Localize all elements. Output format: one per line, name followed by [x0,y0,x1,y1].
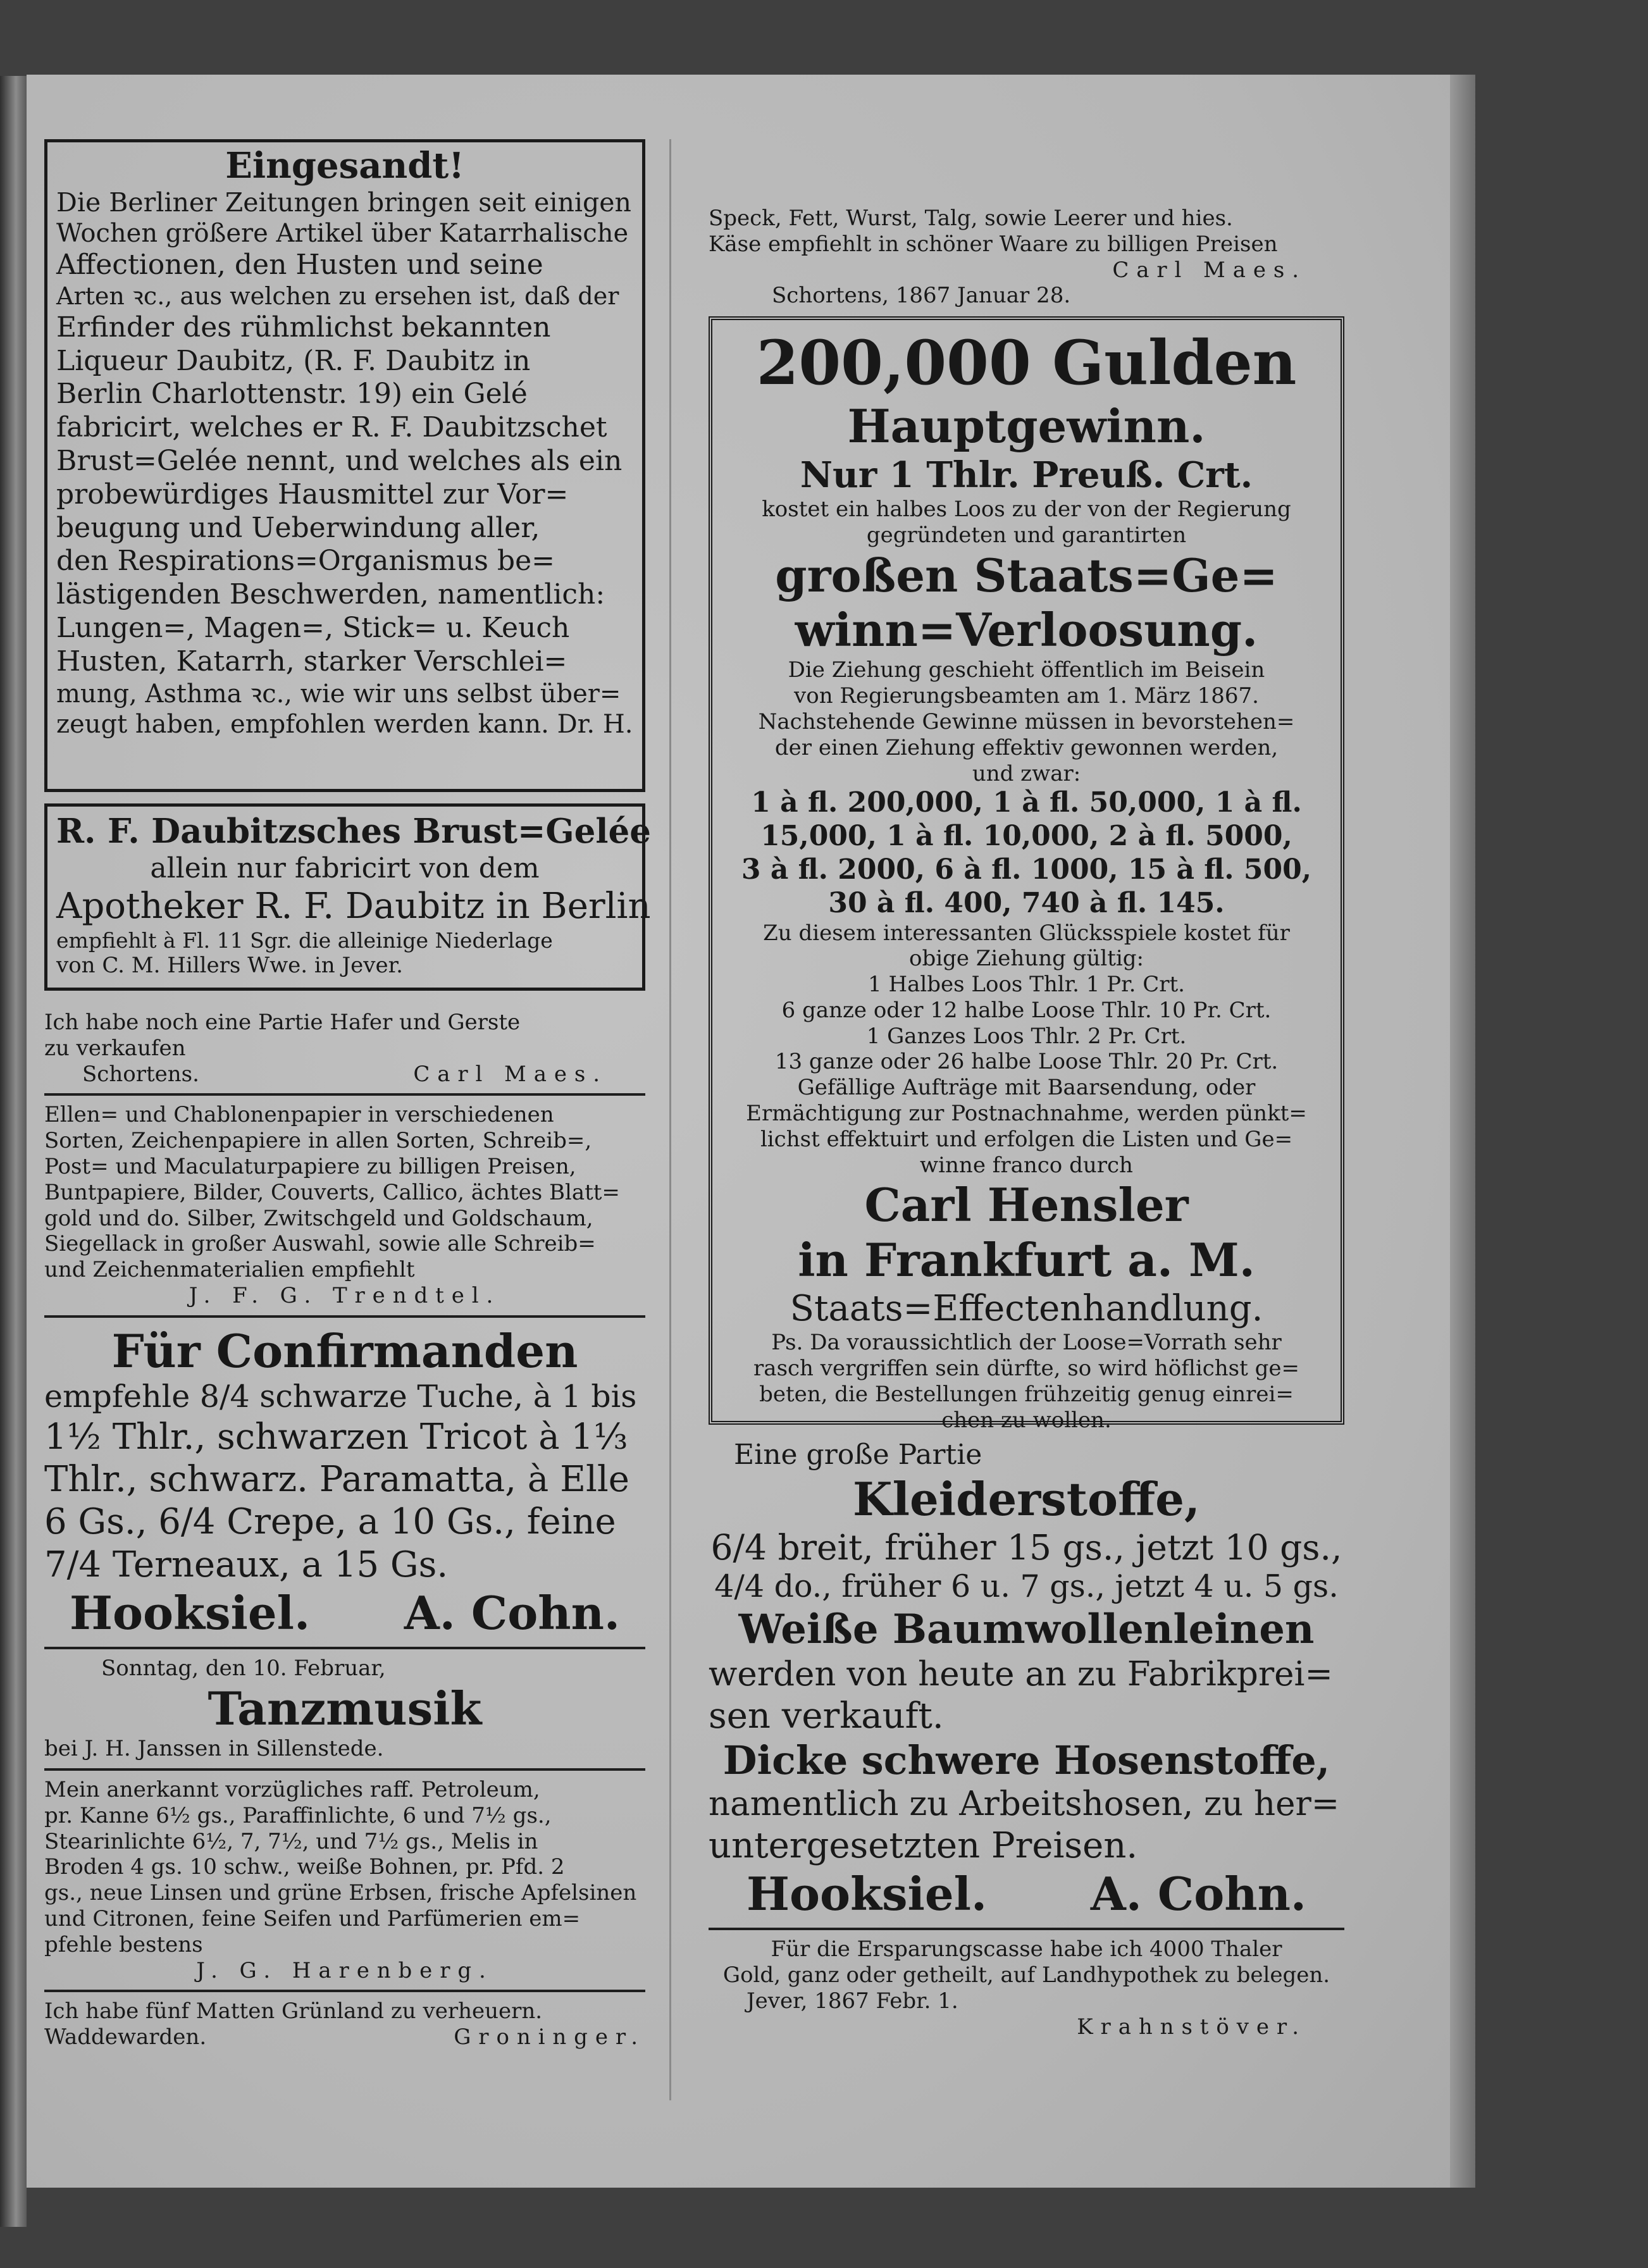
ad-line: von C. M. Hillers Wwe. in Jever. [56,953,403,979]
ad-date: Schortens, 1867 Januar 28. [772,283,1071,309]
ad-headline: winn=Verloosung. [795,602,1258,657]
ad-line: gold und do. Silber, Zwitschgeld und Goldschaum, [44,1205,593,1231]
ad-line: gs., neue Linsen und grüne Erbsen, frische Apfelsinen [44,1880,637,1906]
prize-line: 15,000, 1 à fl. 10,000, 2 à fl. 5000, [760,820,1292,853]
ad-line: Für die Ersparungscasse habe ich 4000 Thaler [771,1936,1282,1962]
ad-line: beten, die Bestellungen frühzeitig genug einrei= [759,1382,1294,1408]
ad-title: Tanzmusik [208,1681,482,1735]
separator [44,1990,645,1992]
ad-title: Eingesandt! [225,145,464,187]
ad-line: Ich habe noch eine Partie Hafer und Gerste [44,1010,521,1035]
ad-line: Siegellack in großer Auswahl, sowie alle Schreib= [44,1231,596,1257]
ad-line: 1 Ganzes Loos Thlr. 2 Pr. Crt. [866,1023,1187,1049]
ad-body [724,657,1329,786]
ad-headline: Apotheker R. F. Daubitz in Berlin [56,886,651,927]
firm-type: Staats=Effectenhandlung. [790,1288,1263,1330]
ad-body [44,1777,645,1958]
ad-speck [709,206,1344,309]
ad-line: Arten ꝛc., aus welchen zu ersehen ist, daß der [56,282,619,311]
ad-line: Nachstehende Gewinne müssen in bevorstehen= [758,709,1295,734]
page-edge [1450,75,1475,2188]
firm-name: Carl Hensler [864,1178,1189,1232]
ad-signature: Krahnstöver. [1077,2014,1306,2040]
ad-line: beugung und Ueberwindung aller, [56,511,540,544]
ad-place: Waddewarden. [44,2024,207,2050]
ad-body [56,187,633,739]
ad-signature: Carl Maes. [413,1061,607,1087]
ad-body [709,1784,1344,1867]
ad-line: lästigenden Beschwerden, namentlich: [56,578,605,611]
ad-line: Zu diesem interessanten Glücksspiele kostet für [763,920,1290,946]
ad-body [44,1379,645,1586]
ad-line: Stearinlichte 6½, 7, 7½, und 7½ gs., Melis in [44,1828,538,1854]
ad-signature: A. Cohn. [1090,1866,1306,1921]
ad-line: Gefällige Aufträge mit Baarsendung, oder [797,1075,1256,1101]
ad-line: von Regierungsbeamten am 1. März 1867. [794,683,1259,709]
ad-tanzmusik [44,1656,645,1762]
ad-subtitle: allein nur fabricirt von dem [150,852,540,884]
ad-line: Berlin Charlottenstr. 19) ein Gelé [56,378,528,411]
ad-line: Broden 4 gs. 10 schw., weiße Bohnen, pr. Pfd. 2 [44,1854,565,1880]
ad-line: Die Berliner Zeitungen bringen seit einigen [56,187,631,218]
ad-body [44,1102,645,1283]
ad-line: Wochen größere Artikel über Katarrhalische [56,219,629,249]
ad-daubitz [44,803,651,991]
ad-line: Käse empfiehlt in schöner Waare zu billigen Preisen [709,231,1278,257]
ad-line: pfehle bestens [44,1931,203,1957]
ad-title: Für Confirmanden [111,1323,578,1378]
ad-line: rasch vergriffen sein dürfte, so wird höflichst ge= [753,1356,1299,1382]
ad-line: der einen Ziehung effektiv gewonnen werden, [774,734,1279,760]
ad-line: und zwar: [972,760,1081,786]
ad-line: empfehle 8/4 schwarze Tuche, à 1 bis [44,1379,637,1415]
separator [44,1315,645,1318]
ad-line: chen zu wollen. [941,1407,1112,1433]
ad-papier [44,1102,645,1308]
ad-line: gegründeten und garantirten [866,522,1187,548]
separator [44,1768,645,1771]
ad-line: 7/4 Terneaux, a 15 Gs. [44,1544,449,1585]
ad-line: Sorten, Zeichenpapiere in allen Sorten, Schreib=, [44,1128,592,1154]
ad-subtitle: Hauptgewinn. [847,399,1206,454]
ad-line: namentlich zu Arbeitshosen, zu her= [709,1785,1340,1824]
ad-signature: Carl Maes. [1112,257,1306,283]
ad-line: Gold, ganz oder getheilt, auf Landhypothek zu belegen. [722,1962,1330,1988]
separator [44,1093,645,1096]
ad-line: Ermächtigung zur Postnachnahme, werden pünkt= [746,1101,1307,1127]
ad-line: Affectionen, den Husten und seine [56,249,543,282]
ad-line: fabricirt, welches er R. F. Daubitzschet [56,411,607,444]
ad-body [709,1654,1344,1737]
ad-line: zeugt haben, empfohlen werden kann. Dr. H. [56,709,633,739]
ad-place: Hooksiel. [70,1585,311,1640]
ad-line: lichst effektuirt und erfolgen die Listen und Ge= [760,1126,1293,1152]
ad-title: Kleiderstoffe, [853,1472,1200,1526]
separator [44,1647,645,1649]
ad-line: probewürdiges Hausmittel zur Vor= [56,478,569,511]
ad-line: 1½ Thlr., schwarzen Tricot à 1⅓ [44,1416,628,1458]
ad-title: Dicke schwere Hosenstoffe, [722,1737,1330,1783]
ad-line: Die Ziehung geschieht öffentlich im Beisein [788,657,1265,683]
ad-line: Brust=Gelée nennt, und welches als ein [56,444,623,477]
ad-line: kostet ein halbes Loos zu der von der Regierung [762,496,1291,522]
ad-lotterie [709,316,1344,1433]
ad-info [724,920,1329,1179]
ad-title: 200,000 Gulden [756,327,1297,399]
ad-line: Post= und Maculaturpapiere zu billigen Preisen, [44,1153,576,1179]
left-column [44,139,651,2050]
ad-line: den Respirations=Organismus be= [56,545,555,578]
ad-signature: Groninger. [454,2024,645,2050]
ad-sparkasse [709,1936,1344,2040]
ad-confirmanden [44,1324,645,1640]
separator [709,1928,1344,1930]
ad-title: R. F. Daubitzsches Brust=Gelée [56,812,651,851]
ad-petroleum [44,1777,645,1983]
ad-line: winne franco durch [920,1152,1133,1178]
ad-body [709,1527,1344,1606]
ad-signature: A. Cohn. [404,1585,620,1640]
ad-line: mung, Asthma ꝛc., wie wir uns selbst über= [56,679,621,709]
ad-line: sen verkauft. [709,1695,944,1737]
firm-city: in Frankfurt a. M. [798,1232,1255,1287]
ad-price: Nur 1 Thlr. Preuß. Crt. [800,454,1253,496]
ad-place: Schortens. [82,1061,199,1087]
ad-eingesandt [44,139,645,792]
ad-line: pr. Kanne 6½ gs., Paraffinlichte, 6 und 7½ gs., [44,1802,552,1828]
ad-line: Ellen= und Chablonenpapier in verschiedenen [44,1102,554,1128]
ad-line: 6/4 breit, früher 15 gs., jetzt 10 gs., [710,1527,1342,1568]
ad-signature: J. F. G. Trendtel. [189,1282,501,1308]
right-column [709,206,1344,2040]
ad-line: empfiehlt à Fl. 11 Sgr. die alleinige Niederlage [56,927,553,953]
prize-line: 1 à fl. 200,000, 1 à fl. 50,000, 1 à fl. [751,786,1302,819]
book-spine-left [0,76,27,2227]
ad-line: 6 Gs., 6/4 Crepe, a 10 Gs., feine [44,1501,616,1543]
prize-line: 3 à fl. 2000, 6 à fl. 1000, 15 à fl. 500, [741,853,1312,886]
ad-line: obige Ziehung gültig: [909,946,1144,972]
ad-line: und Citronen, feine Seifen und Parfümerien em= [44,1906,581,1932]
prize-list [724,786,1329,920]
ad-title: Weiße Baumwollenleinen [738,1606,1315,1654]
ad-line: 1 Halbes Loos Thlr. 1 Pr. Crt. [868,972,1185,998]
ad-line: Liqueur Daubitz, (R. F. Daubitz in [56,344,531,377]
ad-line: Thlr., schwarz. Paramatta, à Elle [44,1459,629,1501]
ad-postscript [724,1330,1329,1433]
ad-line: und Zeichenmaterialien empfiehlt [44,1257,415,1283]
ad-date: Sonntag, den 10. Februar, [101,1656,386,1682]
ad-line: Buntpapiere, Bilder, Couverts, Callico, ächtes Blatt= [44,1179,620,1205]
ad-kleiderstoffe [709,1439,1344,1921]
ad-line: werden von heute an zu Fabrikprei= [709,1654,1333,1694]
ad-line: 6 ganze oder 12 halbe Loose Thlr. 10 Pr. Crt. [781,997,1272,1023]
ad-line: 4/4 do., früher 6 u. 7 gs., jetzt 4 u. 5 gs. [714,1568,1339,1605]
ad-line: Ich habe fünf Matten Grünland zu verheuern. [44,1998,543,2024]
ad-place: Hooksiel. [747,1866,988,1921]
ad-line: bei J. H. Janssen in Sillenstede. [44,1736,384,1762]
ad-line: Lungen=, Magen=, Stick= u. Keuch [56,611,570,644]
prize-line: 30 à fl. 400, 740 à fl. 145. [828,886,1225,919]
ad-line: Eine große Partie [734,1439,982,1472]
ad-hafer [44,1010,645,1087]
column-divider [669,139,671,2100]
ad-line: zu verkaufen [44,1035,186,1061]
ad-signature: J. G. Harenberg. [196,1957,493,1983]
ad-line: 13 ganze oder 26 halbe Loose Thlr. 20 Pr. Crt. [774,1049,1279,1075]
ad-line: Erfinder des rühmlichst bekannten [56,311,551,344]
ad-gruenland [44,1998,645,2050]
ad-headline: großen Staats=Ge= [775,548,1278,602]
ad-line: Mein anerkannt vorzügliches raff. Petroleum, [44,1777,540,1803]
ad-line: untergesetzten Preisen. [709,1825,1138,1866]
ad-line: Ps. Da voraussichtlich der Loose=Vorrath sehr [771,1330,1282,1356]
ad-date: Jever, 1867 Febr. 1. [747,1988,958,2014]
ad-line: Husten, Katarrh, starker Verschlei= [56,645,567,678]
ad-line: Speck, Fett, Wurst, Talg, sowie Leerer und hies. [709,206,1233,231]
